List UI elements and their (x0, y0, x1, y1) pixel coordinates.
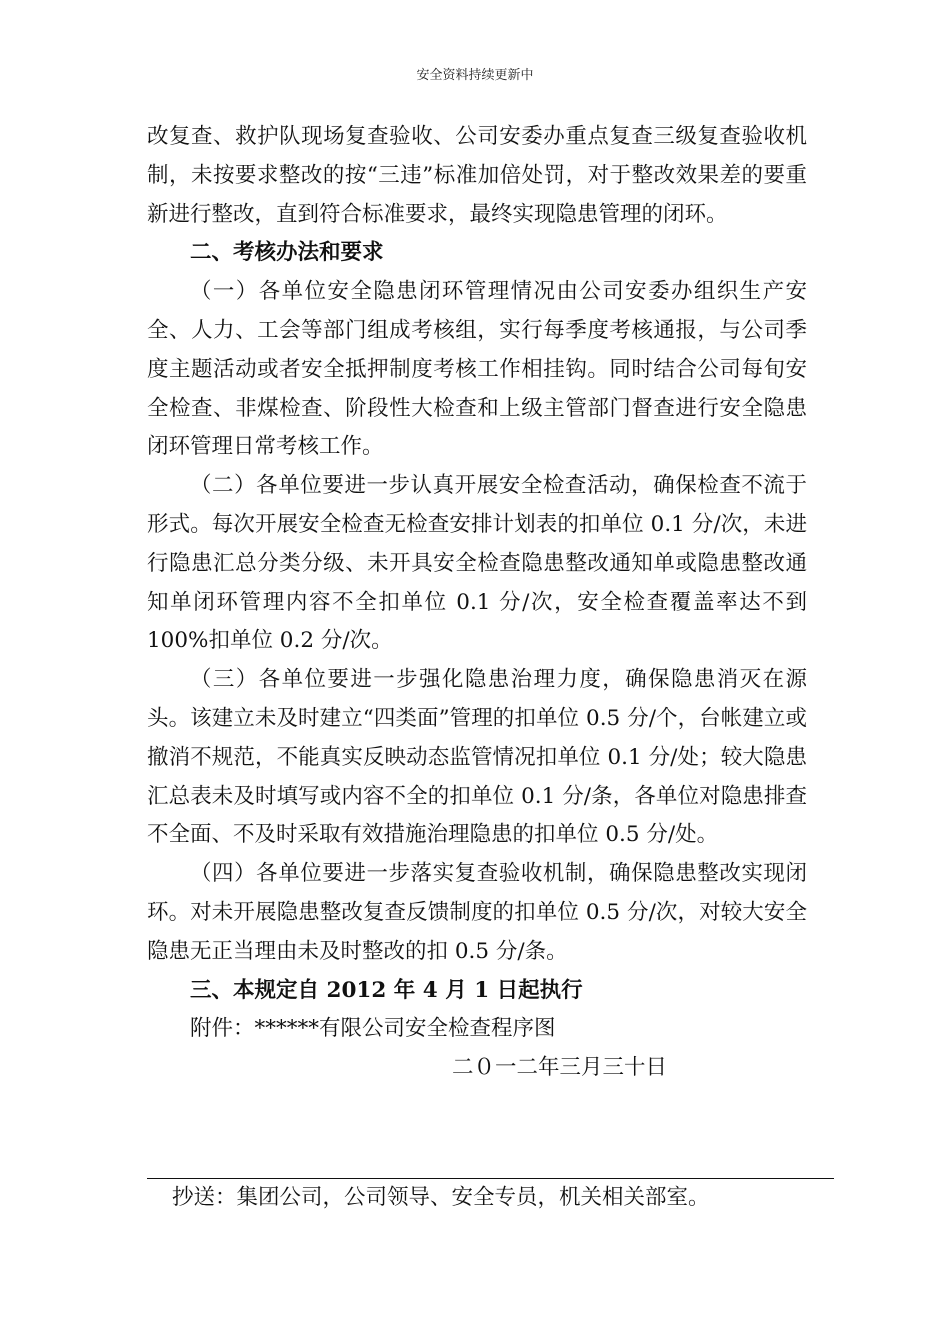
attachment-line: 附件：******有限公司安全检查程序图 (190, 1016, 556, 1042)
clause-three-paragraph: （三）各单位要进一步强化隐患治理力度，确保隐患消灭在源头。该建立未及时建立“四类面”管理的扣单位 0.5 分/个，台帐建立或撤消不规范，不能真实反映动态监管情况扣单位 0.1 分/处；较大隐患汇总表未及时填写或内容不全的扣单位 0.1 分/条，各单位对隐患排查不全面、不及时采取有效措施治理隐患的扣单位 0.5 分/处。 (147, 667, 807, 848)
document-date: 二０一二年三月三十日 (451, 1055, 667, 1081)
cc-line: 抄送：集团公司，公司领导、安全专员，机关相关部室。 (172, 1185, 710, 1210)
page-header: 安全资料持续更新中 (416, 68, 534, 83)
clause-two-paragraph: （二）各单位要进一步认真开展安全检查活动，确保检查不流于形式。每次开展安全检查无检查安排计划表的扣单位 0.1 分/次，未进行隐患汇总分类分级、未开具安全检查隐患整改通知单或隐患整改通知单闭环管理内容不全扣单位 0.1 分/次，安全检查覆盖率达不到100%扣单位 0.2 分/次。 (147, 473, 807, 654)
section-heading-three: 三、本规定自 2012 年 4 月 1 日起执行 (190, 977, 583, 1003)
clause-four-paragraph: （四）各单位要进一步落实复查验收机制，确保隐患整改实现闭环。对未开展隐患整改复查反馈制度的扣单位 0.5 分/次，对较大安全隐患无正当理由未及时整改的扣 0.5 分/条。 (147, 861, 807, 964)
footer-divider (147, 1178, 834, 1179)
clause-one-paragraph: （一）各单位安全隐患闭环管理情况由公司安委办组织生产安全、人力、工会等部门组成考核组，实行每季度考核通报，与公司季度主题活动或者安全抵押制度考核工作相挂钩。同时结合公司每旬安全检查、非煤检查、阶段性大检查和上级主管部门督查进行安全隐患闭环管理日常考核工作。 (147, 279, 807, 460)
document-body (147, 118, 807, 1088)
intro-paragraph: 改复查、救护队现场复查验收、公司安委办重点复查三级复查验收机制，未按要求整改的按“三违”标准加倍处罚，对于整改效果差的要重新进行整改，直到符合标准要求，最终实现隐患管理的闭环。 (147, 124, 807, 227)
section-heading-two: 二、考核办法和要求 (190, 240, 384, 266)
